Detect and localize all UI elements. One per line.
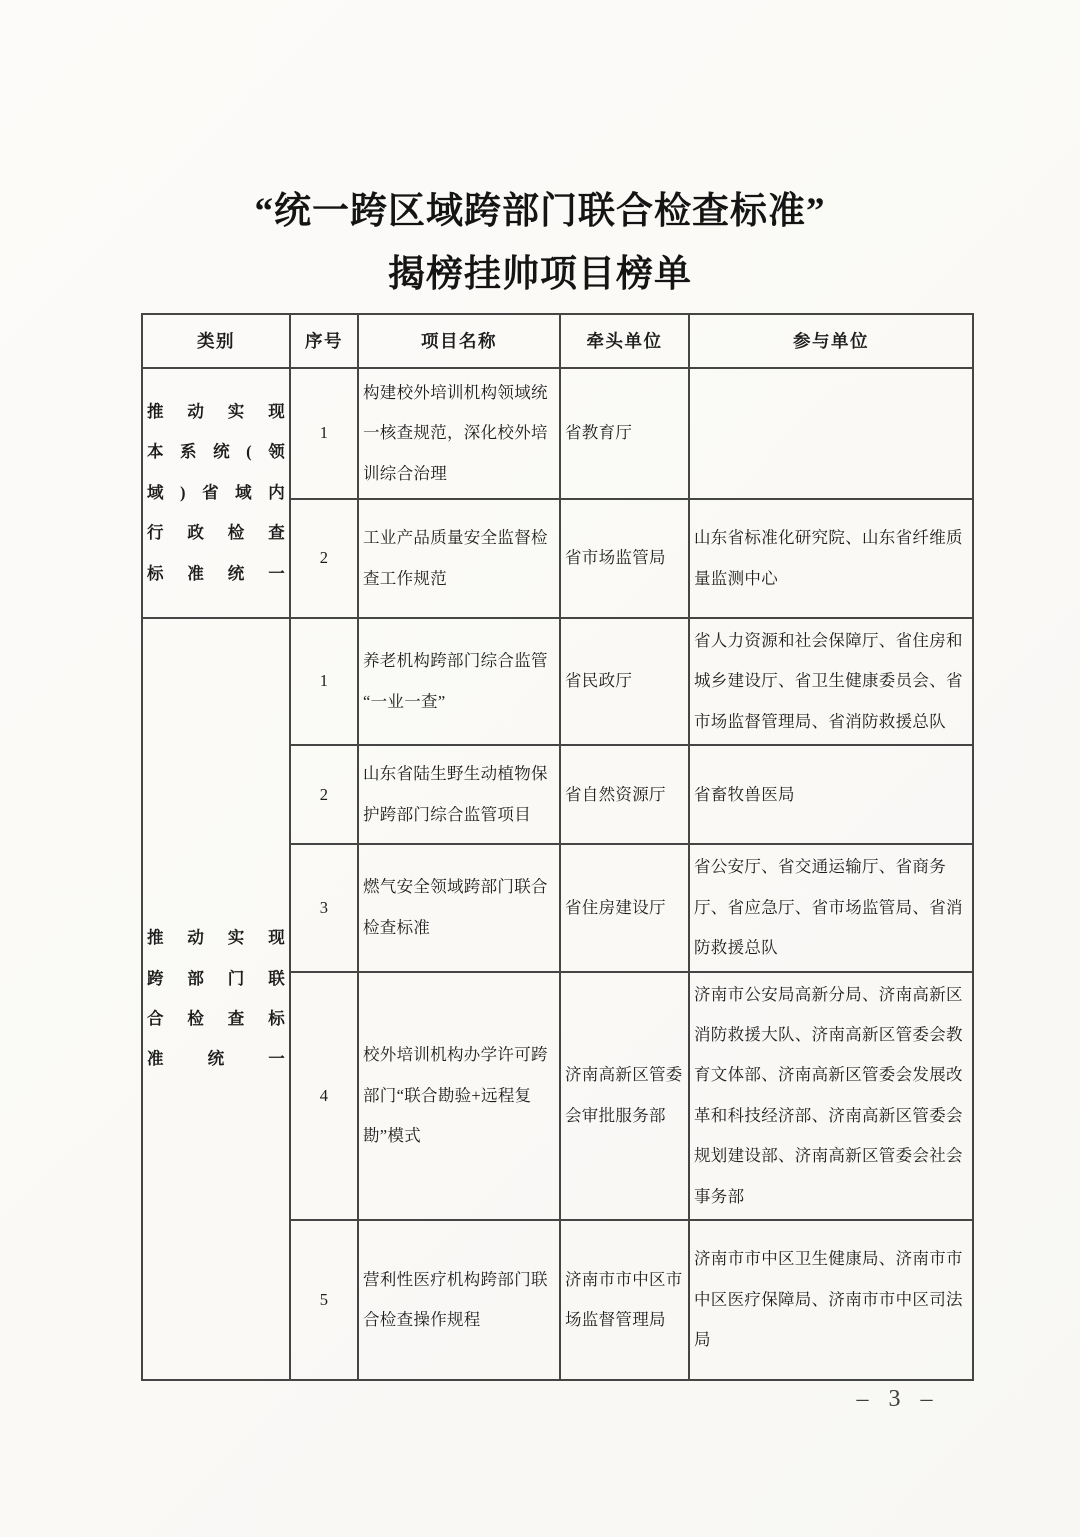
seq-cell: 2 bbox=[290, 745, 358, 844]
seq-cell: 2 bbox=[290, 499, 358, 618]
participants-cell: 省公安厅、省交通运输厅、省商务厅、省应急厅、省市场监管局、省消防救援总队 bbox=[689, 844, 973, 971]
header-cell-seq: 序号 bbox=[290, 314, 358, 368]
header-cell-category: 类别 bbox=[142, 314, 290, 368]
seq-cell: 3 bbox=[290, 844, 358, 971]
header-cell-project-name: 项目名称 bbox=[358, 314, 560, 368]
table-header-row bbox=[142, 314, 973, 368]
category-line: 推动实现 bbox=[147, 401, 285, 421]
page-number: – 3 – bbox=[856, 1386, 940, 1412]
lead-unit-cell: 省市场监管局 bbox=[560, 499, 689, 618]
category-line: 准统一 bbox=[147, 1049, 285, 1069]
project-name-cell: 工业产品质量安全监督检查工作规范 bbox=[358, 499, 560, 618]
header-cell-lead-unit: 牵头单位 bbox=[560, 314, 689, 368]
title-line-1: “统一跨区域跨部门联合检查标准” bbox=[254, 191, 826, 232]
category-line: 合检查标 bbox=[147, 1009, 285, 1029]
title-line-2: 揭榜挂帅项目榜单 bbox=[388, 254, 692, 295]
participants-cell: 山东省标准化研究院、山东省纤维质量监测中心 bbox=[689, 499, 973, 618]
participants-cell: 济南市市中区卫生健康局、济南市市中区医疗保障局、济南市市中区司法局 bbox=[689, 1220, 973, 1380]
category-line: 域)省域内 bbox=[147, 482, 285, 502]
category-line: 跨部门联 bbox=[147, 968, 285, 988]
participants-cell: 省畜牧兽医局 bbox=[689, 745, 973, 844]
project-name-cell: 燃气安全领域跨部门联合检查标准 bbox=[358, 844, 560, 971]
seq-cell: 4 bbox=[290, 972, 358, 1221]
category-cell-1 bbox=[142, 368, 290, 618]
category-line: 行政检查 bbox=[147, 523, 285, 543]
project-name-cell: 构建校外培训机构领域统一核查规范，深化校外培训综合治理 bbox=[358, 368, 560, 499]
category-line: 本系统(领 bbox=[147, 442, 285, 462]
lead-unit-cell: 济南市市中区市场监督管理局 bbox=[560, 1220, 689, 1380]
lead-unit-cell: 省住房建设厅 bbox=[560, 844, 689, 971]
seq-cell: 1 bbox=[290, 368, 358, 499]
page-title bbox=[0, 180, 1080, 306]
project-name-cell: 营利性医疗机构跨部门联合检查操作规程 bbox=[358, 1220, 560, 1380]
lead-unit-cell: 省民政厅 bbox=[560, 618, 689, 745]
project-name-cell: 养老机构跨部门综合监管“一业一查” bbox=[358, 618, 560, 745]
table-row bbox=[142, 618, 973, 745]
project-name-cell: 校外培训机构办学许可跨部门“联合勘验+远程复勘”模式 bbox=[358, 972, 560, 1221]
lead-unit-cell: 省自然资源厅 bbox=[560, 745, 689, 844]
participants-cell: 省人力资源和社会保障厅、省住房和城乡建设厅、省卫生健康委员会、省市场监督管理局、省消防救援总队 bbox=[689, 618, 973, 745]
project-name-cell: 山东省陆生野生动植物保护跨部门综合监管项目 bbox=[358, 745, 560, 844]
projects-table-container bbox=[141, 313, 974, 1381]
lead-unit-cell: 济南高新区管委会审批服务部 bbox=[560, 972, 689, 1221]
seq-cell: 5 bbox=[290, 1220, 358, 1380]
category-cell-2 bbox=[142, 618, 290, 1380]
seq-cell: 1 bbox=[290, 618, 358, 745]
header-cell-participants: 参与单位 bbox=[689, 314, 973, 368]
projects-table bbox=[141, 313, 974, 1381]
participants-cell: 济南市公安局高新分局、济南高新区消防救援大队、济南高新区管委会教育文体部、济南高新区管委会发展改革和科技经济部、济南高新区管委会规划建设部、济南高新区管委会社会事务部 bbox=[689, 972, 973, 1221]
category-line: 推动实现 bbox=[147, 928, 285, 948]
participants-cell bbox=[689, 368, 973, 499]
category-line: 标准统一 bbox=[147, 563, 285, 583]
table-row bbox=[142, 368, 973, 499]
lead-unit-cell: 省教育厅 bbox=[560, 368, 689, 499]
